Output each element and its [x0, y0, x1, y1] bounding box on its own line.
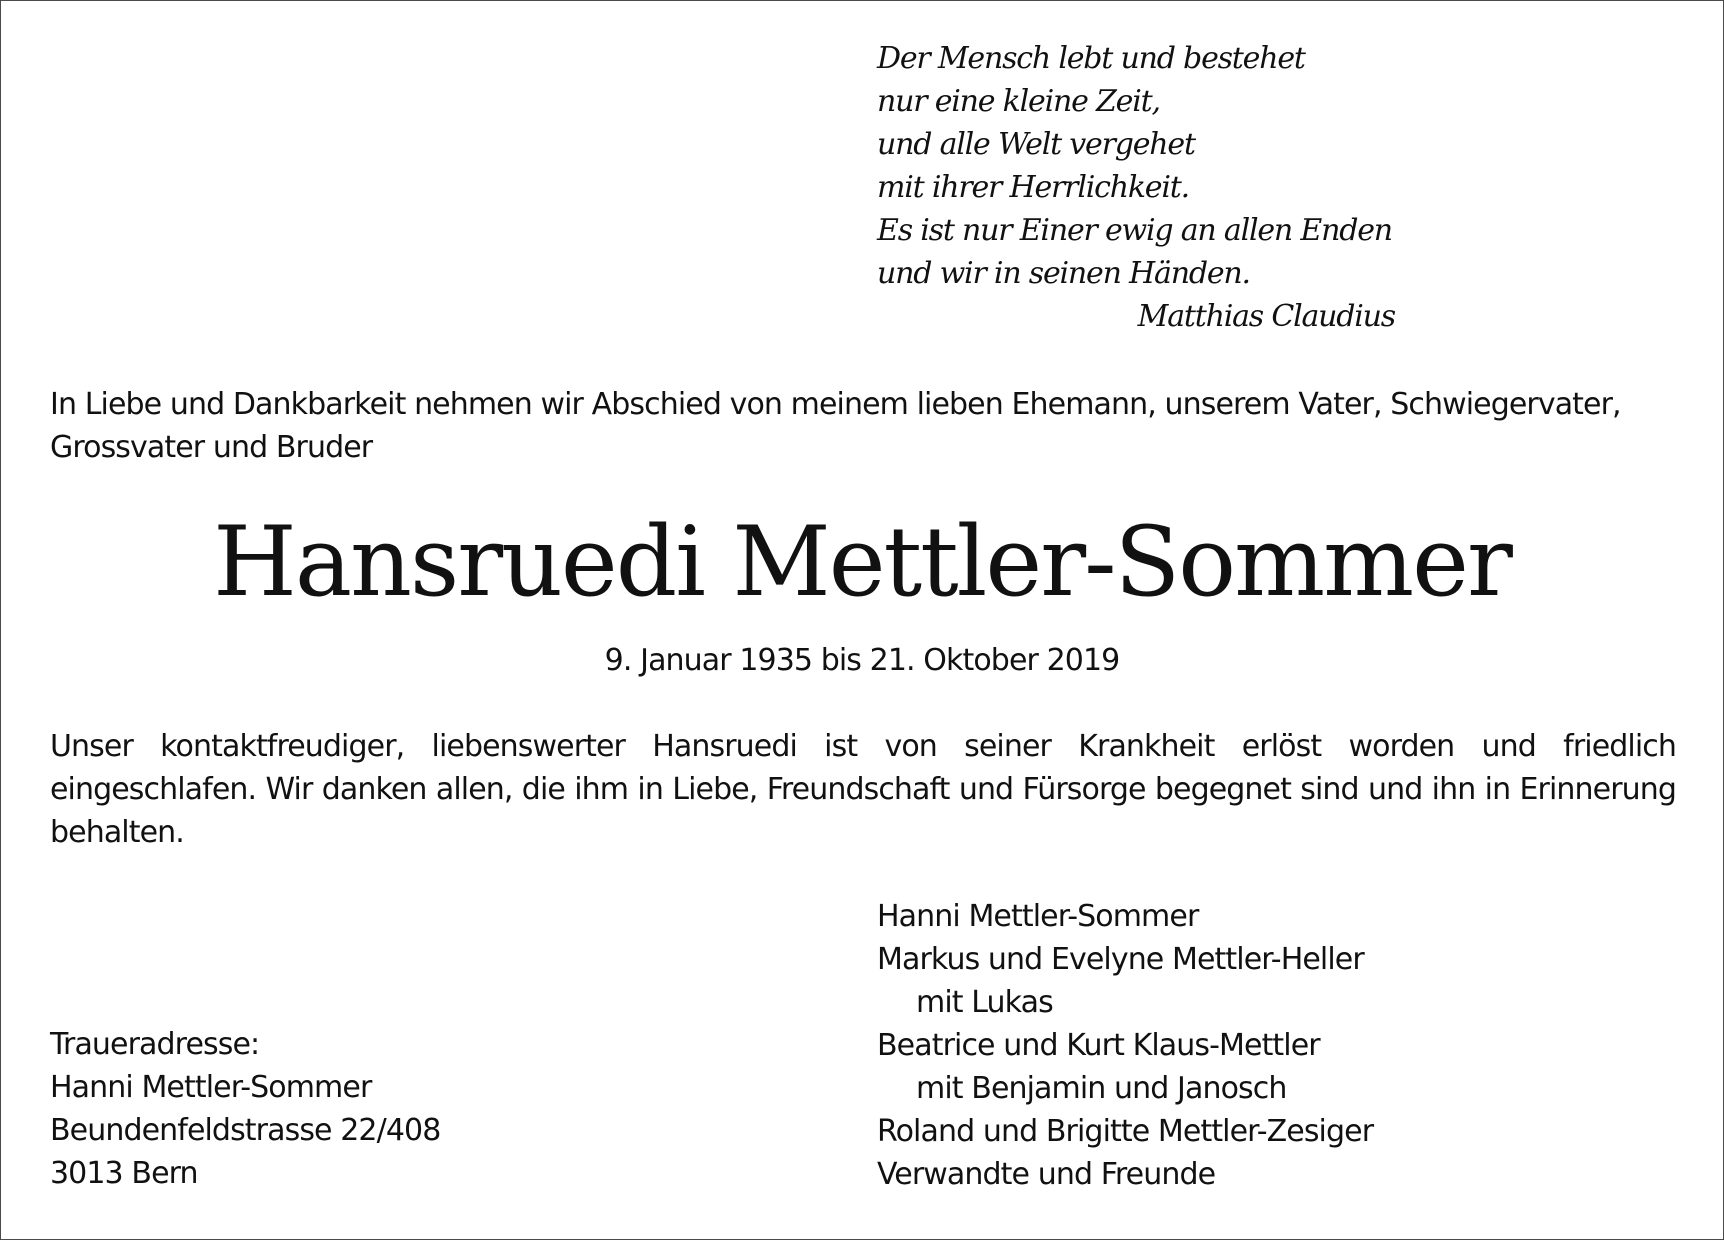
poem-line: und wir in seinen Händen.	[877, 256, 1250, 291]
address-street: Beundenfeldstrasse 22/408	[50, 1113, 441, 1148]
address-label: Traueradresse:	[50, 1027, 260, 1062]
life-dates: 9. Januar 1935 bis 21. Oktober 2019	[604, 643, 1120, 678]
mourner-child: mit Benjamin und Janosch	[916, 1071, 1287, 1106]
poem-line: nur eine kleine Zeit,	[877, 84, 1160, 119]
mourner-child: mit Lukas	[916, 985, 1053, 1020]
poem	[877, 37, 1397, 338]
mourning-address	[50, 1023, 440, 1195]
mourner: Hanni Mettler-Sommer	[877, 899, 1199, 934]
mourner: Verwandte und Freunde	[877, 1157, 1216, 1192]
mourner: Markus und Evelyne Mettler-Heller	[877, 942, 1364, 977]
poem-line: Es ist nur Einer ewig an allen Enden	[877, 213, 1392, 248]
address-name: Hanni Mettler-Sommer	[50, 1070, 372, 1105]
address-city: 3013 Bern	[50, 1156, 198, 1191]
intro-text: In Liebe und Dankbarkeit nehmen wir Abschied von meinem lieben Ehemann, unserem Vater, Schwiegervater, Grossvater und Bruder	[50, 387, 1621, 465]
tribute-text: Unser kontaktfreudiger, liebenswerter Hansruedi ist von seiner Krankheit erlöst worden und friedlich eingeschlafen. Wir danken allen, die ihm in Liebe, Freundschaft und Fürsorge begegnet sind und ihn in Erinnerung behalten.	[50, 729, 1676, 850]
poem-line: mit ihrer Herrlichkeit.	[877, 170, 1189, 205]
deceased-name: Hansruedi Mettler-Sommer	[213, 506, 1511, 618]
poem-line: und alle Welt vergehet	[877, 127, 1195, 162]
mourner: Roland und Brigitte Mettler-Zesiger	[877, 1114, 1374, 1149]
mourner: Beatrice und Kurt Klaus-Mettler	[877, 1028, 1320, 1063]
poem-line: Der Mensch lebt und bestehet	[877, 41, 1305, 76]
poem-author: Matthias Claudius	[1137, 299, 1395, 334]
mourners-list	[877, 895, 1373, 1196]
